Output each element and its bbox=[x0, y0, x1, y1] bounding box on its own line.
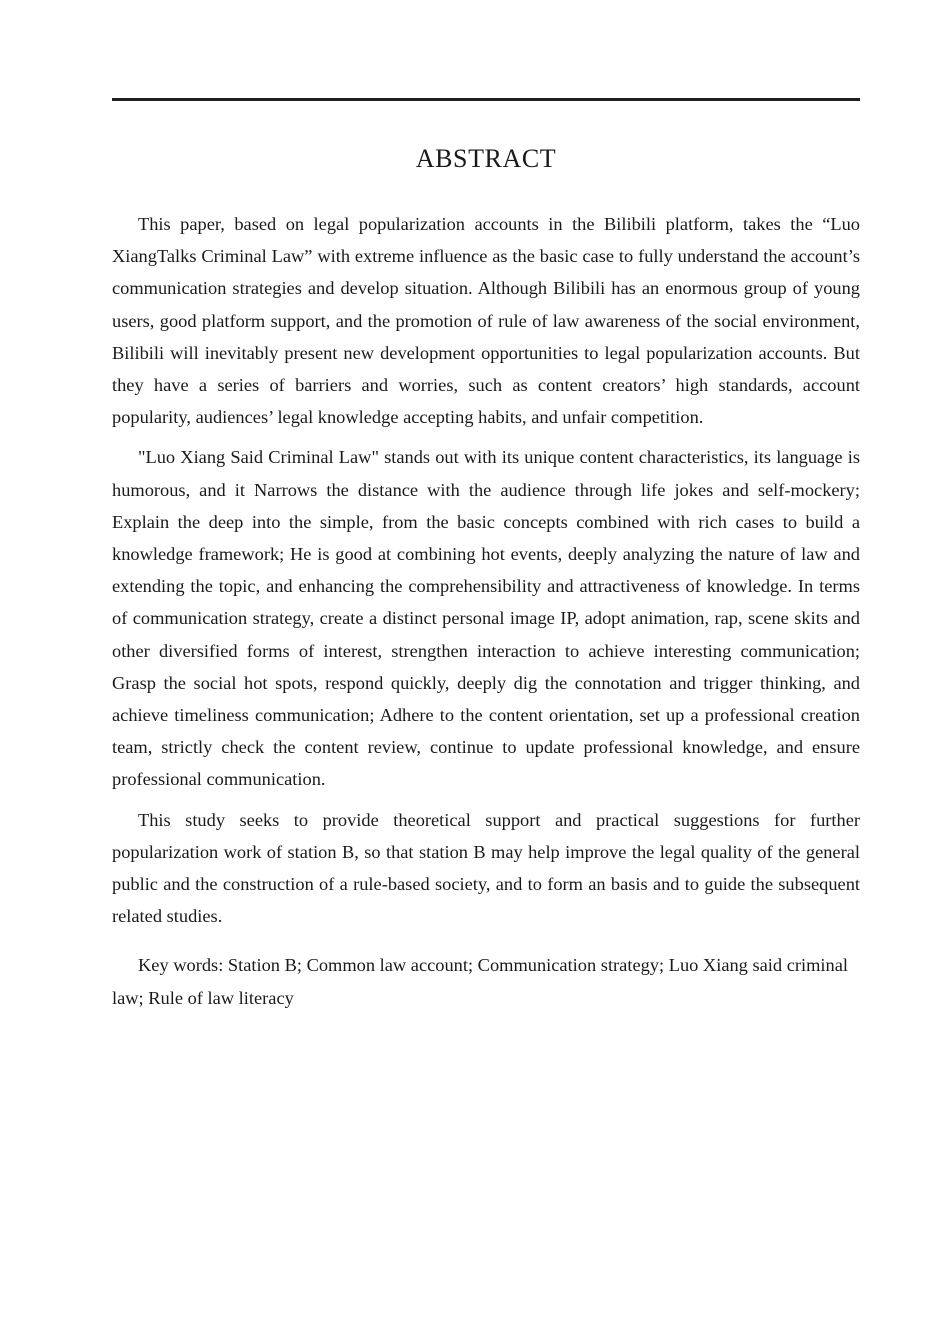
page-title: ABSTRACT bbox=[415, 144, 557, 173]
abstract-paragraph-2: "Luo Xiang Said Criminal Law" stands out with its unique content characteristics, its language is humorous, and it Narrows the distance with the audience through life jokes and self-mockery; Explain the deep into the simple, from the basic concepts combined with rich cases to build a knowledge framework; He is good at combining hot events, deeply analyzing the nature of law and extending the topic, and enhancing the comprehensibility and attractiveness of knowledge. In terms of communication strategy, create a distinct personal image IP, adopt animation, rap, scene skits and other diversified forms of interest, strengthen interaction to achieve interesting communication; Grasp the social hot spots, respond quickly, deeply dig the connotation and trigger thinking, and achieve timeliness communication; Adhere to the content orientation, set up a professional creation team, strictly check the content review, continue to update professional knowledge, and ensure professional communication. bbox=[112, 447, 860, 790]
page-header bbox=[0, 0, 950, 104]
document-content bbox=[112, 104, 860, 1014]
abstract-paragraph-1: This paper, based on legal popularization accounts in the Bilibili platform, takes the “Luo XiangTalks Criminal Law” with extreme influence as the basic case to fully understand the account’s communication strategies and develop situation. Although Bilibili has an enormous group of young users, good platform support, and the promotion of rule of law awareness of the social environment, Bilibili will inevitably present new development opportunities to legal popularization accounts. But they have a series of barriers and worries, such as content creators’ high standards, account popularity, audiences’ legal knowledge accepting habits, and unfair competition. bbox=[112, 214, 860, 428]
header-divider-rule bbox=[112, 98, 860, 101]
abstract-body bbox=[112, 208, 860, 1014]
abstract-paragraph-3: This study seeks to provide theoretical support and practical suggestions for further popularization work of station B, so that station B may help improve the legal quality of the general public and the construction of a rule-based society, and to form an basis and to guide the subsequent related studies. bbox=[112, 809, 860, 927]
keywords-line: Key words: Station B; Common law account; Communication strategy; Luo Xiang said criminal law; Rule of law literacy bbox=[112, 955, 848, 1008]
